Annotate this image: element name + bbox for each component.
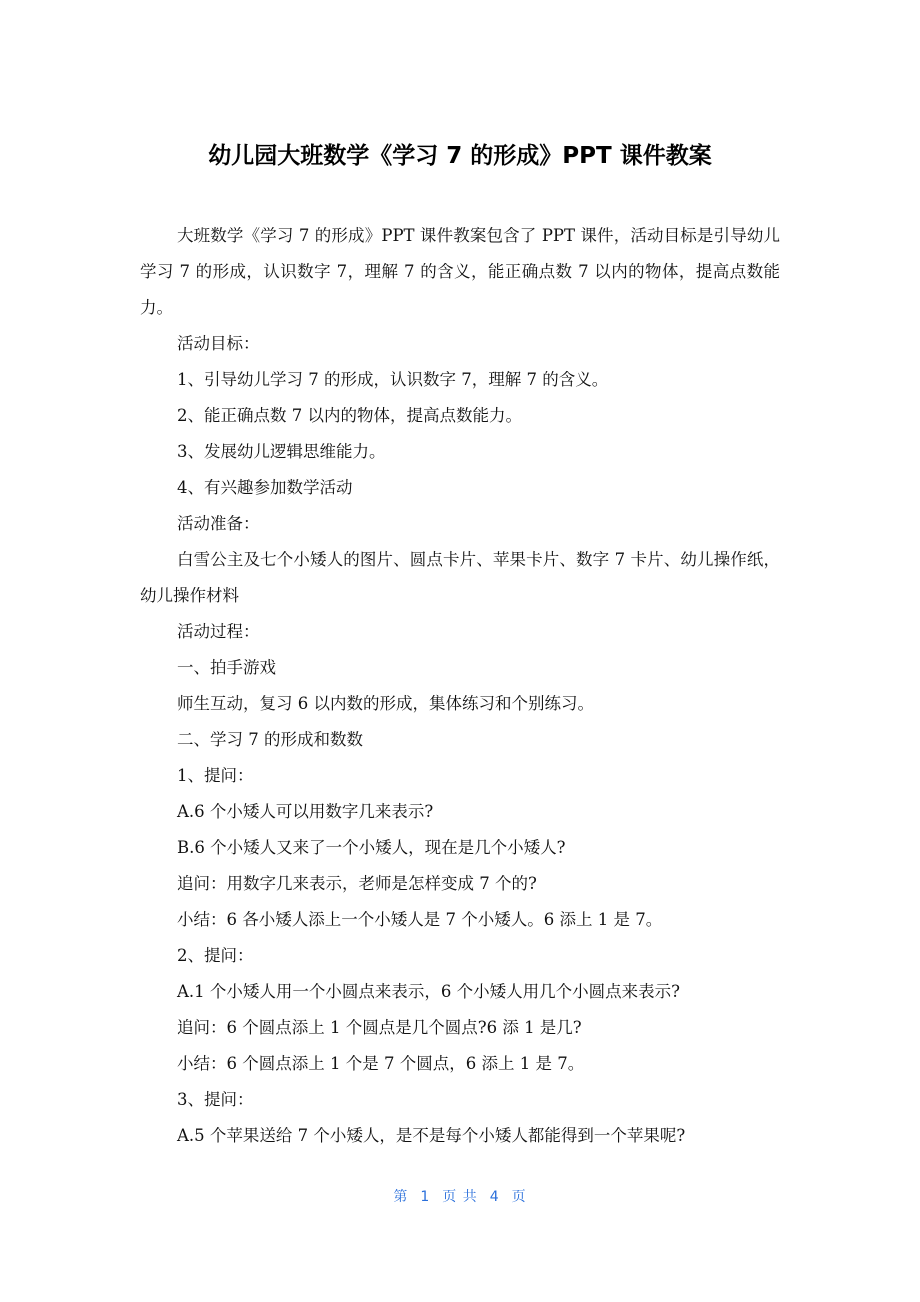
question-item: B.6 个小矮人又来了一个小矮人，现在是几个小矮人? bbox=[177, 838, 566, 857]
section-heading-process: 活动过程： bbox=[177, 622, 260, 641]
question-label: 3、提问： bbox=[177, 1090, 254, 1109]
process-step: 一、拍手游戏 bbox=[177, 658, 276, 677]
goal-item: 4、有兴趣参加数学活动 bbox=[177, 478, 353, 497]
page-suffix: 页 bbox=[511, 1189, 527, 1205]
document-body bbox=[140, 218, 780, 1154]
page-prefix: 第 bbox=[393, 1189, 409, 1205]
intro-paragraph: 大班数学《学习 7 的形成》PPT 课件教案包含了 PPT 课件，活动目标是引导幼儿学习 7 的形成，认识数字 7，理解 7 的含义，能正确点数 7 以内的物体，提高点数能力。 bbox=[140, 226, 780, 317]
goal-item: 1、引导幼儿学习 7 的形成，认识数字 7，理解 7 的含义。 bbox=[177, 370, 609, 389]
follow-up-question: 追问：用数字几来表示，老师是怎样变成 7 个的? bbox=[177, 874, 537, 893]
question-label: 2、提问： bbox=[177, 946, 254, 965]
page-number: 1 bbox=[420, 1189, 431, 1205]
question-item: A.1 个小矮人用一个小圆点来表示，6 个小矮人用几个小圆点来表示? bbox=[177, 982, 680, 1001]
follow-up-question: 追问：6 个圆点添上 1 个圆点是几个圆点?6 添 1 是几? bbox=[177, 1018, 582, 1037]
process-step: 二、学习 7 的形成和数数 bbox=[177, 730, 363, 749]
question-item: A.6 个小矮人可以用数字几来表示? bbox=[177, 802, 434, 821]
goal-item: 2、能正确点数 7 以内的物体，提高点数能力。 bbox=[177, 406, 522, 425]
document-title: 幼儿园大班数学《学习 7 的形成》PPT 课件教案 bbox=[208, 143, 712, 169]
goal-item: 3、发展幼儿逻辑思维能力。 bbox=[177, 442, 386, 461]
preparation-paragraph: 白雪公主及七个小矮人的图片、圆点卡片、苹果卡片、数字 7 卡片、幼儿操作纸，幼儿操作材料 bbox=[140, 550, 780, 605]
section-heading-goals: 活动目标： bbox=[177, 334, 260, 353]
section-heading-preparation: 活动准备： bbox=[177, 514, 260, 533]
summary-text: 小结：6 各小矮人添上一个小矮人是 7 个小矮人。6 添上 1 是 7。 bbox=[177, 910, 663, 929]
page-footer bbox=[0, 1186, 920, 1206]
summary-text: 小结：6 个圆点添上 1 个是 7 个圆点，6 添上 1 是 7。 bbox=[177, 1054, 585, 1073]
page-total: 4 bbox=[489, 1189, 500, 1205]
question-label: 1、提问： bbox=[177, 766, 254, 785]
question-item: A.5 个苹果送给 7 个小矮人，是不是每个小矮人都能得到一个苹果呢? bbox=[177, 1126, 686, 1145]
process-text: 师生互动，复习 6 以内数的形成，集体练习和个别练习。 bbox=[177, 694, 594, 713]
page-middle: 页 共 bbox=[442, 1189, 478, 1205]
